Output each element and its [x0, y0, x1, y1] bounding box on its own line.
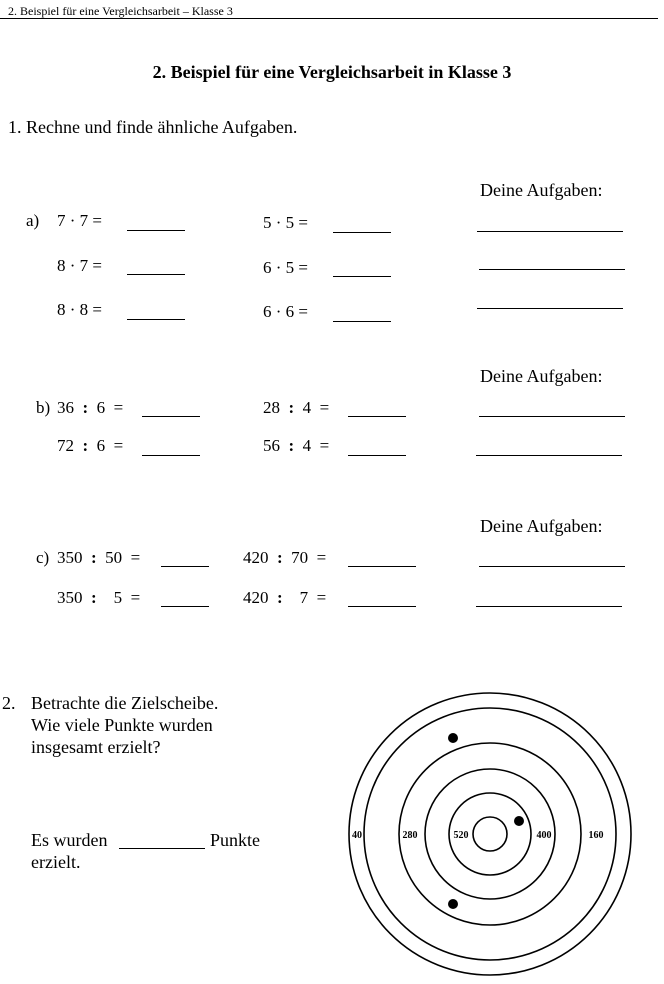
- own-task-line-b-1[interactable]: [479, 416, 625, 417]
- answer-blank-a-left-2[interactable]: [127, 274, 185, 275]
- answer-blank-a-left-3[interactable]: [127, 319, 185, 320]
- answer-blank-c-right-2[interactable]: [348, 606, 416, 607]
- task2-answer-prefix: Es wurden: [31, 830, 108, 850]
- own-task-line-a-1[interactable]: [477, 231, 623, 232]
- answer-blank-c-right-1[interactable]: [348, 566, 416, 567]
- target-label-520: 520: [453, 830, 469, 841]
- part-a-label: a): [26, 211, 40, 230]
- own-task-line-b-2[interactable]: [476, 455, 622, 456]
- task-c-right-2: 420 : 7 =: [243, 588, 327, 607]
- answer-blank-b-right-1[interactable]: [348, 416, 406, 417]
- task2-line-3: insgesamt erzielt?: [31, 737, 161, 757]
- dart-hit-3: [448, 899, 458, 909]
- task-a-left-1: 7 · 7 =: [57, 211, 102, 230]
- part-c-label: c): [36, 548, 50, 567]
- target-board: [340, 684, 640, 984]
- dart-hit-1: [448, 733, 458, 743]
- answer-blank-a-right-3[interactable]: [333, 321, 391, 322]
- your-tasks-label-a: Deine Aufgaben:: [480, 180, 603, 200]
- answer-blank-a-right-1[interactable]: [333, 232, 391, 233]
- task-b-left-1: 36 : 6 =: [57, 398, 124, 417]
- own-task-line-c-2[interactable]: [476, 606, 622, 607]
- task-c-right-1: 420 : 70 =: [243, 548, 327, 567]
- answer-blank-a-right-2[interactable]: [333, 276, 391, 277]
- answer-blank-a-left-1[interactable]: [127, 230, 185, 231]
- target-label-160: 160: [588, 830, 604, 841]
- task-a-right-1: 5 · 5 =: [263, 213, 308, 232]
- task2-number: 2.: [2, 693, 16, 713]
- answer-blank-b-right-2[interactable]: [348, 455, 406, 456]
- task-a-right-2: 6 · 5 =: [263, 258, 308, 277]
- task2-line-1: Betrachte die Zielscheibe.: [31, 693, 219, 713]
- target-ring-400: [425, 769, 555, 899]
- target-bullseye: [473, 817, 507, 851]
- your-tasks-label-c: Deine Aufgaben:: [480, 516, 603, 536]
- task2-answer-suffix: Punkte: [210, 830, 261, 850]
- task2-line-2: Wie viele Punkte wurden: [31, 715, 213, 735]
- task-b-right-1: 28 : 4 =: [263, 398, 330, 417]
- own-task-line-a-3[interactable]: [477, 308, 623, 309]
- task-a-left-3: 8 · 8 =: [57, 300, 102, 319]
- your-tasks-label-b: Deine Aufgaben:: [480, 366, 603, 386]
- task1-prompt: 1. Rechne und finde ähnliche Aufgaben.: [8, 117, 298, 137]
- page-header: 2. Beispiel für eine Vergleichsarbeit – Klasse 3: [8, 4, 233, 18]
- target-ring-280: [399, 743, 581, 925]
- target-label-400: 400: [536, 830, 552, 841]
- task-b-left-2: 72 : 6 =: [57, 436, 124, 455]
- task-a-left-2: 8 · 7 =: [57, 256, 102, 275]
- dart-hit-2: [514, 816, 524, 826]
- own-task-line-a-2[interactable]: [479, 269, 625, 270]
- answer-blank-b-left-1[interactable]: [142, 416, 200, 417]
- header-rule: [0, 18, 658, 19]
- task-a-right-3: 6 · 6 =: [263, 302, 308, 321]
- task-b-right-2: 56 : 4 =: [263, 436, 330, 455]
- task-c-left-1: 350 : 50 =: [57, 548, 141, 567]
- answer-blank-b-left-2[interactable]: [142, 455, 200, 456]
- points-answer-blank[interactable]: [119, 848, 205, 849]
- task2-answer-line2: erzielt.: [31, 852, 81, 872]
- target-label-40: 40: [352, 830, 362, 841]
- answer-blank-c-left-2[interactable]: [161, 606, 209, 607]
- page-title: 2. Beispiel für eine Vergleichsarbeit in Klasse 3: [152, 62, 512, 82]
- target-label-280: 280: [402, 830, 418, 841]
- own-task-line-c-1[interactable]: [479, 566, 625, 567]
- part-b-label: b): [36, 398, 51, 417]
- task-c-left-2: 350 : 5 =: [57, 588, 141, 607]
- answer-blank-c-left-1[interactable]: [161, 566, 209, 567]
